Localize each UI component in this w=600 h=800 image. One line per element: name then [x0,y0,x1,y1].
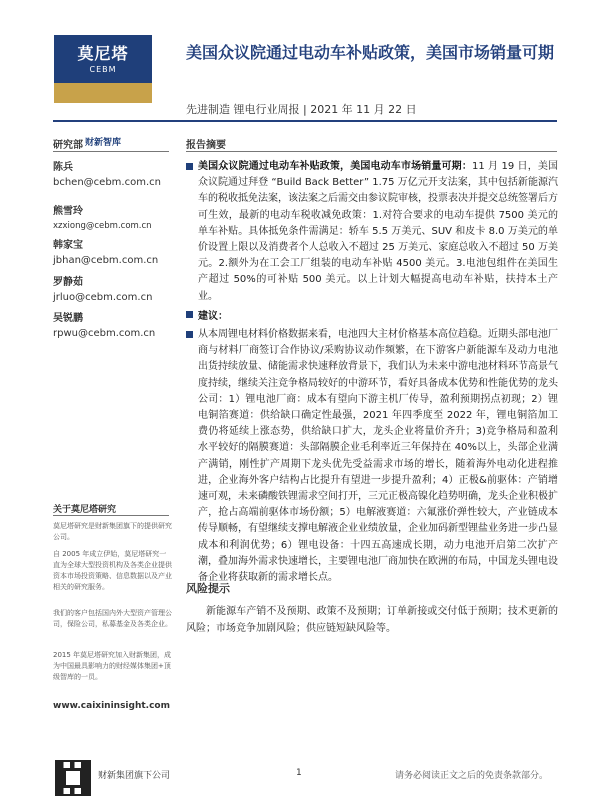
logo-chinese-text: 莫尼塔 [77,44,129,63]
about-heading: 关于莫尼塔研究 [53,505,117,515]
summary-paragraph-policy [198,159,558,305]
risk-text: 新能源车产销不及预期、政策不及预期；订单新接或交付低于预期；技术更新的风险；市场竞争加剧风险；供应链短缺风险等。 [186,606,558,634]
about-paragraph: 莫尼塔研究是财新集团旗下的提供研究公司。 [53,522,172,541]
header-divider [53,120,557,122]
analyst-email[interactable]: jbhan@cebm.com.cn [53,255,159,266]
about-divider [53,515,169,516]
analyst-card [53,311,173,341]
analyst-name: 熊雪玲 [53,206,83,217]
square-bullet-icon [186,163,193,170]
analyst-card [53,160,173,190]
square-bullet-icon [186,331,193,338]
square-bullet-icon [186,311,193,318]
sidebar-heading: 研究部 [53,140,83,151]
qr-finder-icon [63,768,83,788]
page-number: 1 [296,768,302,778]
analyst-email[interactable]: bchen@cebm.com.cn [53,177,161,188]
about-paragraph: 自 2005 年成立伊始，莫尼塔研究一直为全球大型投资机构及各类企业提供资本市场投资策略、信息数据以及产业相关的研究服务。 [53,550,172,591]
summary-divider [186,151,557,152]
analyst-name: 罗静茹 [53,277,83,288]
analyst-card [53,204,173,234]
analyst-name: 韩家宝 [53,240,83,251]
summary-paragraph-recommendation: 从本周锂电材料价格数据来看，电池四大主材价格基本高位趋稳。近期头部电池厂商与材料厂商签订合作协议/采购协议动作频繁，在下游客户新能源车及动力电池出货持续放量、储能需求快速释放背景下，我们认为未来中游电池材料环节高景气度持续，继续关注竞争格局较好的中游环节，看好具备成本优势和性能优势的龙头公司：1）锂电池厂商：成本有望向下游主机厂传导，盈利预期拐点初现；2）锂电铜箔赛道：供给缺口确定性最强，2021 年四季度至 2022 年，锂电铜箔加工费仍将延续上涨态势，供给缺口扩大，龙头企业将量价齐升；3)竞争格局和盈利水平较好的隔膜赛道：头部隔膜企业毛利率近三年保持在 40%以上，头部企业满产满销，刚性扩产周期下龙头优先受益需求市场的增长，随着海外电动化进程推进，企业海外客户结构占比提升有望进一步提升盈利；4）正极&前驱体：产销增速可观，未来磷酸铁锂需求空间打开，三元正极高镍化趋势明确，龙头企业积极扩产，抢占高端前驱体市场份额；5）电解液赛道：六氟涨价弹性较大，产业链成本传导顺畅，有望继续支撑电解液企业业绩放量，企业加码新型锂盐业务进一步凸显成本和利润优势；6）锂电设备：十四五高速成长期，动力电池开启第二次扩产潮，叠加海外需求快速增长，主要锂电池厂商加快在欧洲的布局，中国龙头锂电设备企业将获取新的需求增长点。 [198,329,558,584]
recommendation-label: 建议： [198,311,228,322]
analyst-email[interactable]: xzxiong@cebm.com.cn [53,221,152,231]
website-link[interactable]: www.caixininsight.com [53,701,170,711]
policy-body: 11 月 19 日，美国众议院通过拜登 “Build Back Better” 1.75 万亿元开支法案，其中包括新能源汽车的税收抵免法案，该法案之后需交由参议院审核，投票表决并提交总统签署后方可生效，最新的电动车税收减免政策：1.对符合要求的电动车提供 7500 美元的单车补贴。具体抵免条件需满足：轿车 5.5 万美元、SUV 和皮卡 8.0 万美元的单价设置上限以及消费者个人总收入不超过 25 万美元、家庭总收入不超过 50 万美元。2.额外为在工会工厂组装的电动车补贴 4500 美元。3.电池包组件在美国生产超过 50%的可补贴 500 美元。以上计划大幅提高电动车补贴，扶持本土产业。 [198,161,558,302]
risk-heading: 风险提示 [186,582,230,595]
sidebar-divider [53,151,169,152]
footer-disclaimer: 请务必阅读正文之后的免责条款部分。 [395,771,549,781]
report-sector-date: 先进制造 锂电行业周报 | 2021 年 11 月 22 日 [186,103,417,116]
report-title: 美国众议院通过电动车补贴政策，美国市场销量可期 [186,43,555,62]
footer-organization: 财新集团旗下公司 [98,771,171,781]
policy-lead: 美国众议院通过电动车补贴政策，美国电动车市场销量可期： [198,161,472,172]
logo-english-text: CEBM [89,65,117,74]
analyst-name: 陈兵 [53,162,73,173]
about-paragraph: 我们的客户包括国内外大型资产管理公司，保险公司，私募基金及各类企业。 [53,609,172,628]
analyst-email[interactable]: rpwu@cebm.com.cn [53,328,156,339]
analyst-card [53,275,173,305]
analyst-email[interactable]: jrluo@cebm.com.cn [53,292,153,303]
analyst-name: 吴锐鹏 [53,313,83,324]
summary-heading: 报告摘要 [186,140,226,151]
qr-code-icon [55,760,91,796]
logo-sub-text: 财新智库 [84,138,121,148]
analyst-card [53,238,173,268]
about-paragraph: 2015 年莫尼塔研究加入财新集团，成为中国最具影响力的财经媒体集团+顶级智库的一员。 [53,651,172,681]
